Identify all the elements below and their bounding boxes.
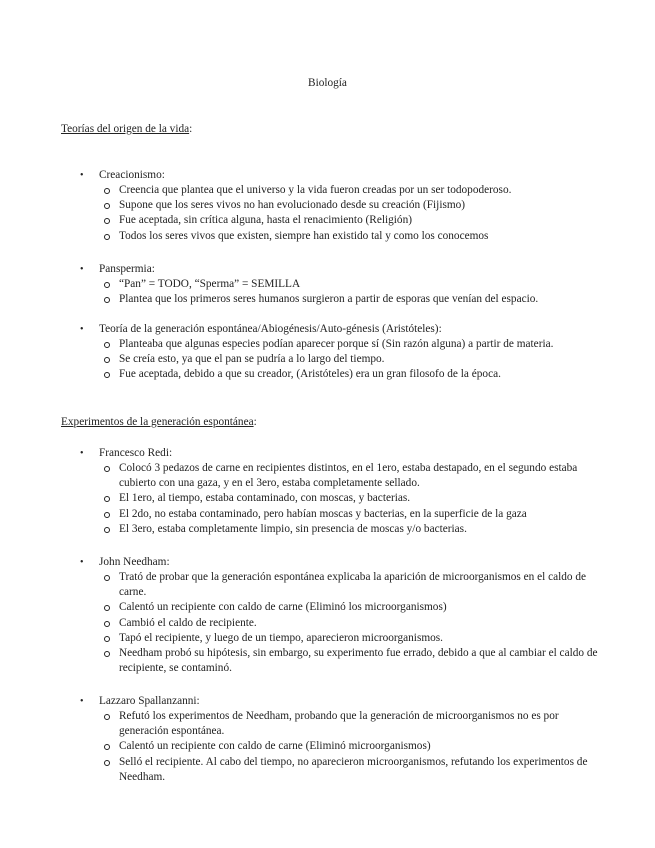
circle-bullet-icon (104, 282, 110, 288)
list-item (101, 213, 601, 228)
topic-item-list (101, 183, 601, 244)
circle-bullet-icon (104, 234, 110, 240)
circle-bullet-icon (104, 372, 110, 378)
list-item-text: Colocó 3 pedazos de carne en recipientes distintos, en el 1ero, estaba destapado, en el segundo estaba cubierto con una gaza, y en el 3ero, estaba completamente sellado. (119, 462, 578, 490)
list-item (101, 292, 601, 307)
list-item (101, 616, 601, 631)
list-item-text: Plantea que los primeros seres humanos surgieron a partir de esporas que venían del espacio. (119, 293, 539, 306)
document-title: Biología (308, 77, 347, 89)
list-item-text: Cambió el caldo de recipiente. (119, 616, 257, 629)
circle-bullet-icon (104, 218, 110, 224)
list-item (101, 570, 601, 600)
list-item-text: Trató de probar que la generación espontánea explicaba la aparición de microorganismos en el caldo de carne. (119, 571, 587, 599)
list-item (101, 739, 601, 754)
circle-bullet-icon (104, 466, 110, 472)
circle-bullet-icon (104, 575, 110, 581)
circle-bullet-icon (104, 714, 110, 720)
list-item-text: “Pan” = TODO, “Sperma” = SEMILLA (119, 278, 301, 290)
list-item (101, 352, 601, 367)
list-item (101, 709, 601, 739)
topic-title: Creacionismo: (99, 169, 165, 181)
circle-bullet-icon (104, 621, 110, 627)
list-item (101, 183, 601, 198)
list-item (101, 491, 601, 506)
list-item-text: Supone que los seres vivos no han evolucionado desde su creación (Fijismo) (119, 199, 466, 212)
list-item (101, 229, 601, 244)
section-heading-text: Teorías del origen de la vida (61, 123, 190, 135)
list-item (101, 507, 601, 522)
circle-bullet-icon (104, 744, 110, 750)
list-item-text: Se creía esto, ya que el pan se pudría a lo largo del tiempo. (119, 353, 385, 366)
list-item-text: Fue aceptada, debido a que su creador, (Aristóteles) era un gran filosofo de la época. (119, 368, 501, 381)
topic-title: Panspermia: (99, 263, 155, 275)
list-item-text: El 2do, no estaba contaminado, pero habían moscas y bacterias, en la superficie de la gaza (119, 507, 527, 520)
section-heading-origin-theories (61, 122, 192, 137)
bullet-icon: • (80, 448, 84, 459)
topic-item-list (101, 461, 601, 537)
list-item (101, 522, 601, 537)
list-item-text: Todos los seres vivos que existen, siempre han existido tal y como los conocemos (119, 229, 489, 242)
topic-item-list (101, 709, 601, 785)
topic-title: Lazzaro Spallanzanni: (99, 695, 200, 707)
section-heading-colon: : (189, 123, 193, 135)
list-item-text: Refutó los experimentos de Needham, probando que la generación de microorganismos no es por generación espontánea. (119, 710, 559, 738)
list-item-text: El 3ero, estaba completamente limpio, sin presencia de moscas y/o bacterias. (119, 522, 467, 535)
topic-title: Francesco Redi: (99, 447, 173, 459)
circle-bullet-icon (104, 297, 110, 303)
list-item (101, 461, 601, 491)
section-heading-colon: : (253, 416, 257, 428)
list-item-text: Calentó un recipiente con caldo de carne (Eliminó los microorganismos) (119, 601, 447, 614)
list-item-text: Tapó el recipiente, y luego de un tiempo, aparecieron microorganismos. (119, 631, 443, 644)
list-item (101, 755, 601, 785)
topic-item-list (101, 570, 601, 676)
list-item (101, 367, 601, 382)
circle-bullet-icon (104, 496, 110, 502)
circle-bullet-icon (104, 188, 110, 194)
topic-item-list (101, 337, 601, 383)
list-item (101, 646, 601, 676)
list-item-text: Planteaba que algunas especies podían aparecer porque sí (Sin razón alguna) a partir de materia. (119, 338, 554, 350)
list-item (101, 198, 601, 213)
circle-bullet-icon (104, 512, 110, 518)
circle-bullet-icon (104, 342, 110, 348)
list-item (101, 631, 601, 646)
bullet-icon: • (80, 324, 84, 335)
section-heading-text: Experimentos de la generación espontánea (61, 416, 254, 428)
list-item (101, 337, 601, 352)
list-item-text: Needham probó su hipótesis, sin embargo, su experimento fue errado, debido a que al cambiar el caldo de recipiente, se contaminó. (119, 647, 598, 675)
bullet-icon: • (80, 557, 84, 568)
bullet-icon: • (80, 264, 84, 275)
list-item-text: Selló el recipiente. Al cabo del tiempo, no aparecieron microorganismos, refutando los experimentos de Needham. (119, 755, 588, 783)
list-item (101, 277, 601, 292)
list-item-text: Creencia que plantea que el universo y la vida fueron creadas por un ser todopoderoso. (119, 184, 512, 196)
list-item (101, 600, 601, 615)
circle-bullet-icon (104, 203, 110, 209)
circle-bullet-icon (104, 651, 110, 657)
circle-bullet-icon (104, 605, 110, 611)
bullet-icon: • (80, 696, 84, 707)
circle-bullet-icon (104, 527, 110, 533)
list-item-text: Calentó un recipiente con caldo de carne (Eliminó microorganismos) (119, 740, 431, 753)
list-item-text: El 1ero, al tiempo, estaba contaminado, con moscas, y bacterias. (119, 492, 411, 505)
circle-bullet-icon (104, 357, 110, 363)
section-heading-experiments (61, 415, 257, 430)
topic-item-list (101, 277, 601, 307)
circle-bullet-icon (104, 760, 110, 766)
circle-bullet-icon (104, 636, 110, 642)
list-item-text: Fue aceptada, sin crítica alguna, hasta el renacimiento (Religión) (119, 214, 412, 227)
topic-title: John Needham: (99, 556, 170, 568)
topic-title: Teoría de la generación espontánea/Abiogénesis/Auto-génesis (Aristóteles): (99, 323, 442, 335)
bullet-icon: • (80, 170, 84, 181)
